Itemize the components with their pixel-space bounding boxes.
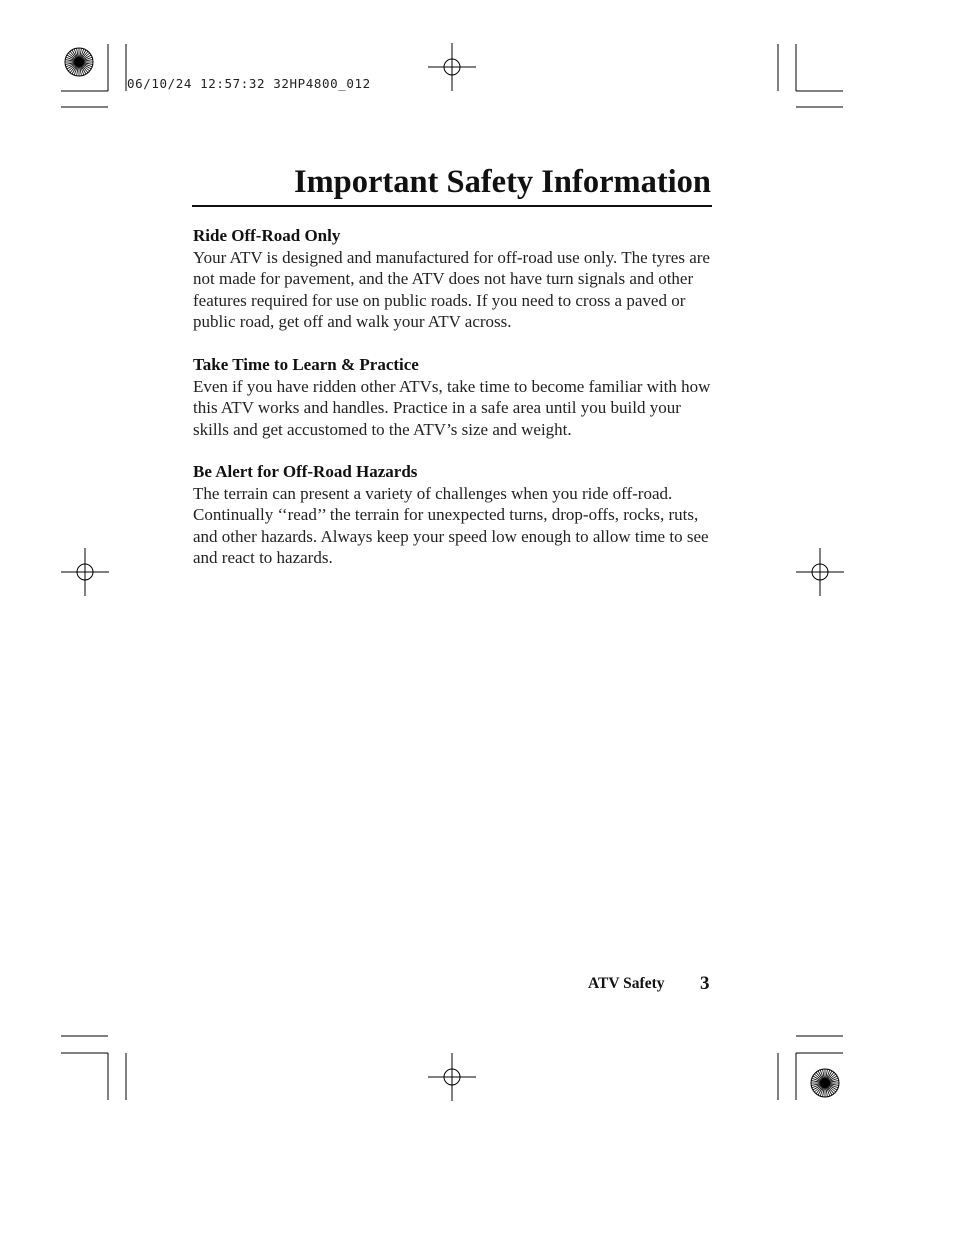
- section-heading: Ride Off-Road Only: [193, 226, 341, 245]
- print-job-info: 06/10/24 12:57:32 32HP4800_012: [127, 76, 371, 91]
- registration-target-top: [428, 43, 476, 91]
- footer-section-label: ATV Safety: [588, 975, 665, 992]
- page-title: Important Safety Information: [293, 164, 711, 200]
- starburst-mark-bottom-right: [811, 1069, 839, 1097]
- section-body: The terrain can present a variety of challenges when you ride off-road. Continually ‘‘read’’ the terrain for unexpected turns, drop-offs, rocks, ruts, and other hazards. Always keep your speed low enough to allow time to see and react to hazards.: [193, 483, 709, 567]
- section-heading: Be Alert for Off-Road Hazards: [193, 462, 418, 481]
- section-ride-off-road-only: [193, 225, 713, 333]
- section-body: Your ATV is designed and manufactured for off-road use only. The tyres are not made for pavement, and the ATV does not have turn signals and other features required for use on public roads. If you need to cross a paved or public road, get off and walk your ATV across.: [193, 247, 710, 331]
- starburst-mark-top-left: [65, 48, 93, 76]
- registration-target-right: [796, 548, 844, 596]
- registration-target-left: [61, 548, 109, 596]
- registration-target-bottom: [428, 1053, 476, 1101]
- page-number: 3: [700, 973, 710, 994]
- section-heading: Take Time to Learn & Practice: [193, 355, 419, 374]
- section-body: Even if you have ridden other ATVs, take time to become familiar with how this ATV works and handles. Practice in a safe area until you build your skills and get accustomed to the ATV’s size and weight.: [193, 376, 711, 439]
- title-underline: [192, 205, 712, 207]
- section-be-alert-for-hazards: [193, 461, 713, 569]
- section-take-time-to-learn: [193, 354, 713, 440]
